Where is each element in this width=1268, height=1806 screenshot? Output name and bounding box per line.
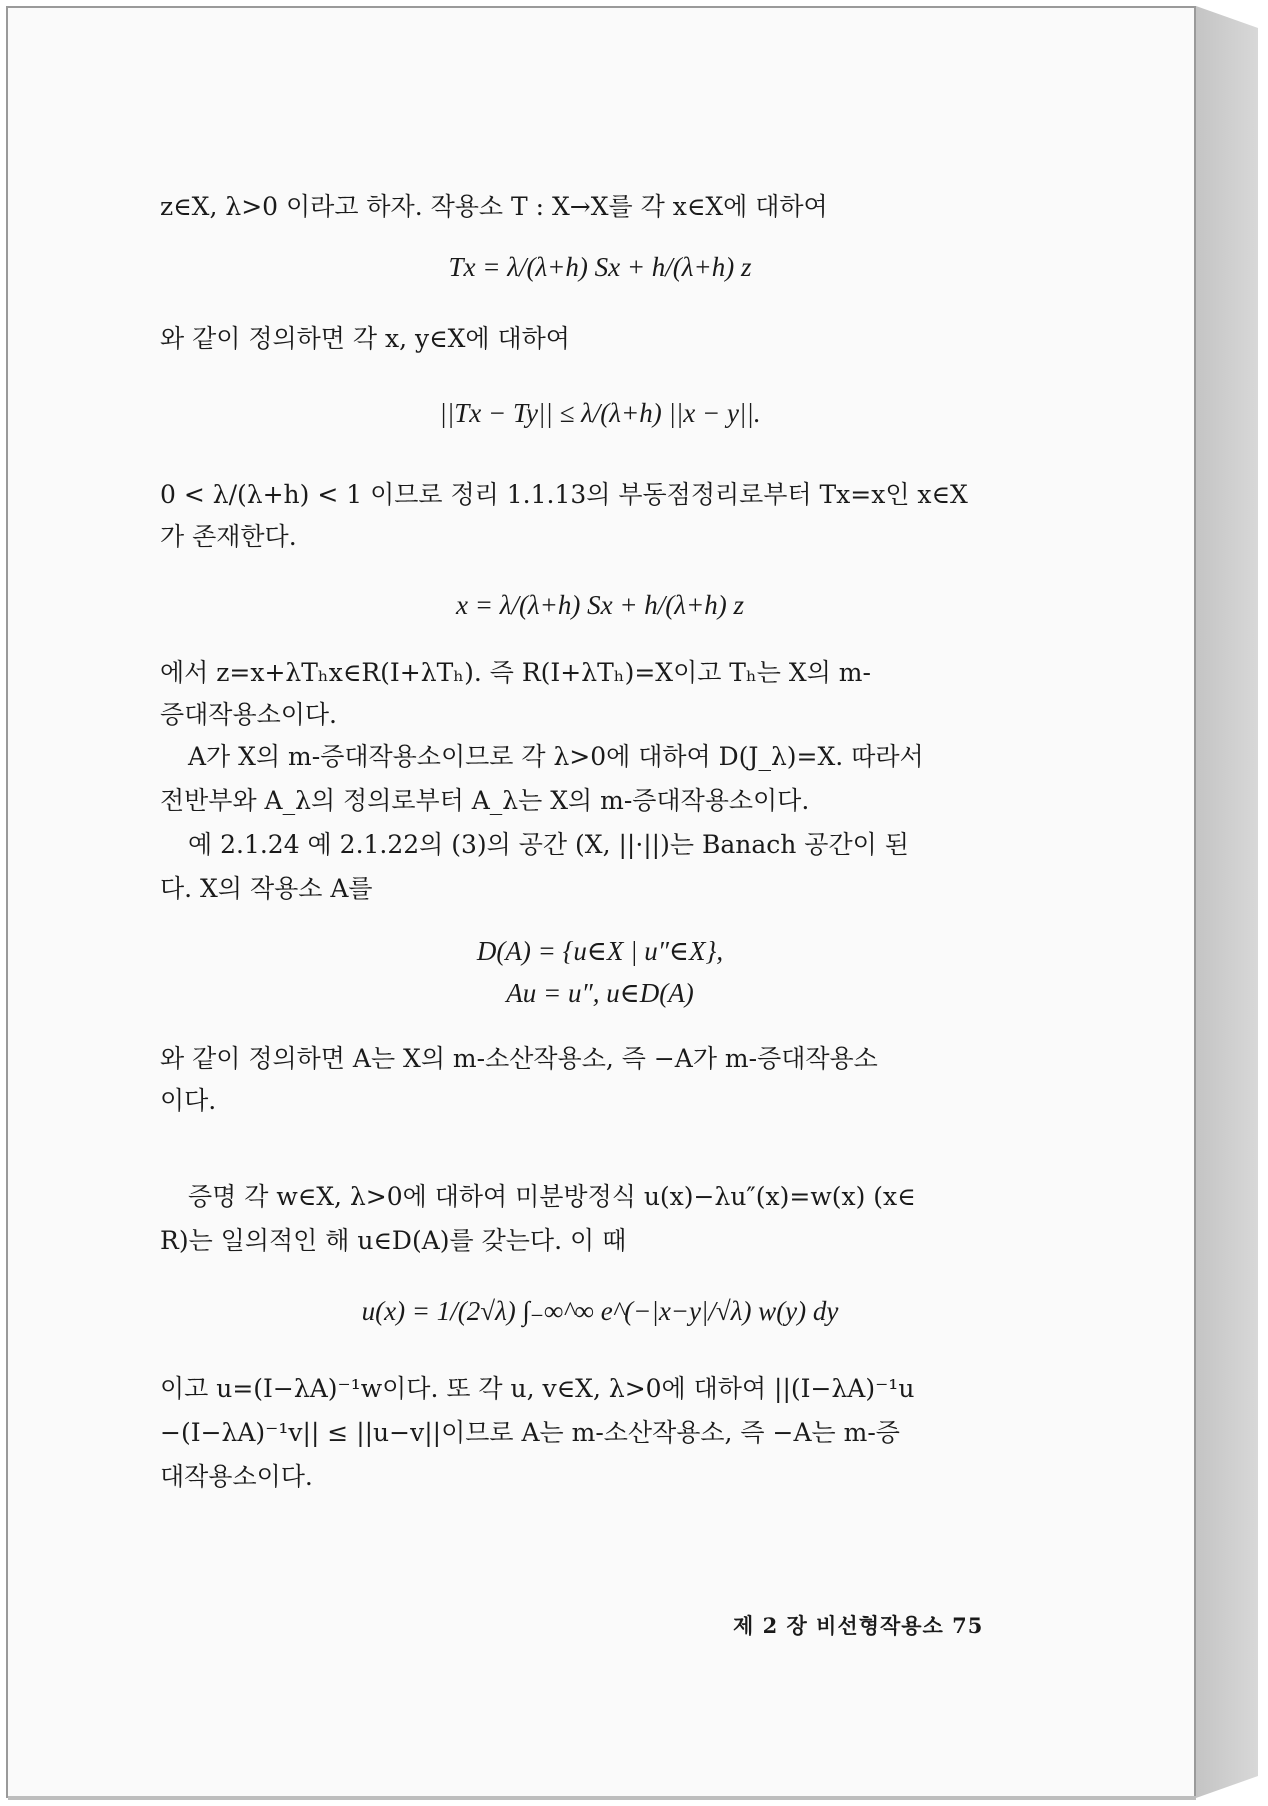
proof-heading: 증명 각 w∈X, λ>0에 대하여 미분방정식 u(x)−λu″(x)=w(x) (x∈ xyxy=(188,1182,916,1211)
text-line: R)는 일의적인 해 u∈D(A)를 갖는다. 이 때 xyxy=(160,1226,627,1255)
text-line: 이다. xyxy=(160,1086,217,1115)
page-bottom-edge xyxy=(8,1796,1196,1800)
page-stack-edge xyxy=(1196,6,1258,1798)
example-heading: 예 2.1.24 예 2.1.22의 (3)의 공간 (X, ||·||)는 Banach 공간이 된 xyxy=(188,830,909,859)
text-line: 대작용소이다. xyxy=(160,1462,313,1491)
text-line: 다. X의 작용소 A를 xyxy=(160,874,373,903)
text-line: 증대작용소이다. xyxy=(160,700,337,729)
text-line: 와 같이 정의하면 각 x, y∈X에 대하여 xyxy=(160,324,570,353)
text-line: 이고 u=(I−λA)⁻¹w이다. 또 각 u, v∈X, λ>0에 대하여 ||(I−λA)⁻¹u xyxy=(160,1374,915,1403)
display-equation: ||Tx − Ty|| ≤ λ/(λ+h) ||x − y||. xyxy=(439,398,761,428)
display-equation: x = λ/(λ+h) Sx + h/(λ+h) z xyxy=(456,590,744,620)
text-line: A가 X의 m-증대작용소이므로 각 λ>0에 대하여 D(J_λ)=X. 따라서 xyxy=(188,742,924,771)
text-line: z∈X, λ>0 이라고 하자. 작용소 T : X→X를 각 x∈X에 대하여 xyxy=(160,192,828,221)
text-line: 전반부와 A_λ의 정의로부터 A_λ는 X의 m-증대작용소이다. xyxy=(160,786,810,815)
text-line: 와 같이 정의하면 A는 X의 m-소산작용소, 즉 −A가 m-증대작용소 xyxy=(160,1044,878,1073)
display-equation: u(x) = 1/(2√λ) ∫₋∞^∞ e^(−|x−y|/√λ) w(y) dy xyxy=(361,1296,839,1326)
text-line: 가 존재한다. xyxy=(160,522,297,551)
text-line: 에서 z=x+λTₕx∈R(I+λTₕ). 즉 R(I+λTₕ)=X이고 Tₕ는 X의 m- xyxy=(160,658,871,687)
text-line: −(I−λA)⁻¹v|| ≤ ||u−v||이므로 A는 m-소산작용소, 즉 −A는 m-증 xyxy=(160,1418,900,1447)
display-equation: D(A) = {u∈X | u″∈X}, xyxy=(476,936,724,966)
text-line: 0 < λ/(λ+h) < 1 이므로 정리 1.1.13의 부동점정리로부터 Tx=x인 x∈X xyxy=(160,480,968,509)
page-footer: 제 2 장 비선형작용소 75 xyxy=(733,1613,984,1638)
display-equation: Au = u″, u∈D(A) xyxy=(506,978,694,1008)
display-equation: Tx = λ/(λ+h) Sx + h/(λ+h) z xyxy=(448,252,752,282)
